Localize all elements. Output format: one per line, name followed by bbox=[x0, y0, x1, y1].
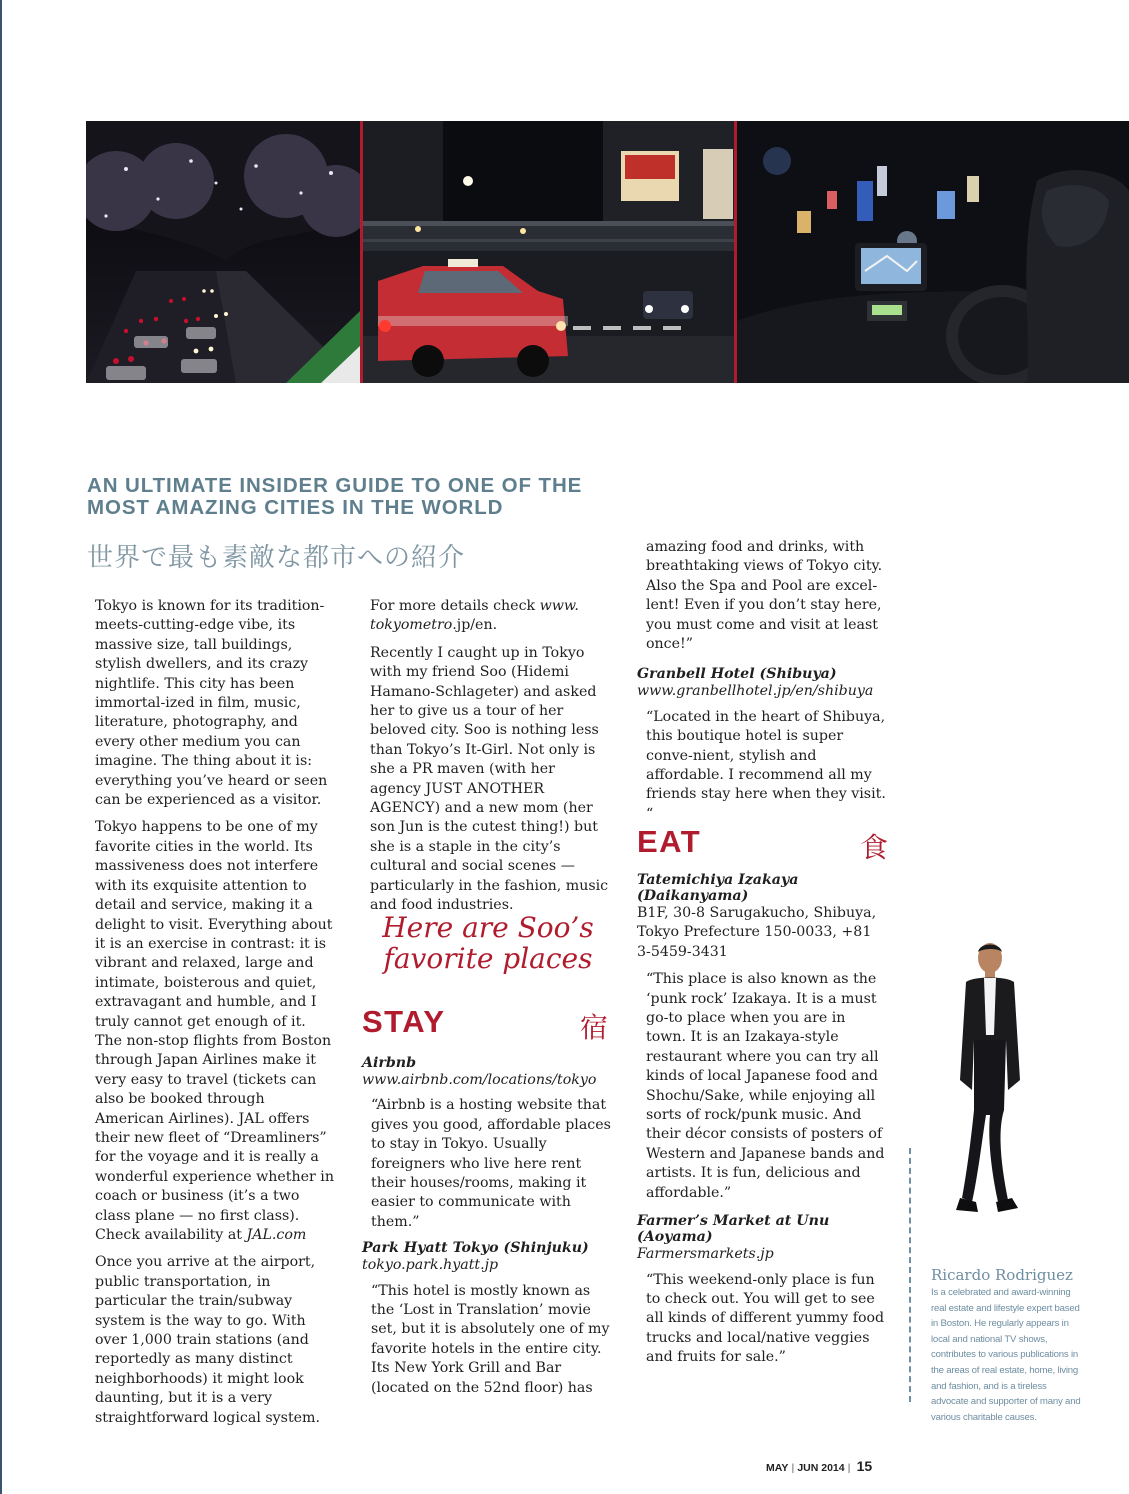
photo-taxi-street bbox=[363, 121, 734, 383]
photo-taxi-interior bbox=[737, 121, 1129, 383]
entry-address: B1F, 30-8 Sarugakucho, Shibuya, Tokyo Prefecture 150-0033, +81 3-5459-3431 bbox=[637, 905, 877, 960]
entry-url[interactable]: www.granbellhotel.jp/en/shibuya bbox=[637, 683, 874, 700]
tokyometro-link[interactable]: www. tokyometro bbox=[370, 598, 579, 634]
entry-quote: “Located in the heart of Shibuya, this boutique hotel is super conve-nient, stylish and affordable. I recommend all my friends stay here when they visit. “ bbox=[646, 708, 886, 822]
headline-line-1: AN ULTIMATE INSIDER GUIDE TO ONE OF THE bbox=[87, 474, 583, 497]
feature-pull-quote: Here are Soo’s favorite places bbox=[382, 911, 594, 975]
eat-kanji: 食 bbox=[860, 831, 889, 864]
entry-name: Tatemichiya Izakaya (Daikanyama) bbox=[637, 872, 799, 904]
eat-heading: EAT bbox=[637, 824, 702, 859]
entry-name: Airbnb bbox=[362, 1055, 417, 1071]
issue-month-year: JUN 2014 bbox=[797, 1462, 845, 1474]
entry-name: Granbell Hotel (Shibuya) bbox=[637, 666, 837, 683]
photo-avenue bbox=[86, 121, 360, 383]
stay-entries bbox=[362, 1055, 612, 1406]
entry-quote: “This weekend-only place is fun to check out. You will get to see all kinds of different yummy food trucks and local/native veggies and fruits for sale.” bbox=[646, 1271, 885, 1366]
stay-heading: STAY bbox=[362, 1004, 446, 1039]
stay-kanji: 宿 bbox=[580, 1011, 609, 1044]
entry-quote-continued: amazing food and drinks, with breathtaking views of Tokyo city. Also the Spa and Pool are excel-lent! Even if you don’t stay here, you must come and visit at least once!” bbox=[646, 539, 883, 653]
body-paragraph: Tokyo is known for its tradition-meets-cutting-edge vibe, its massive size, tall buildings, stylish dwellers, and its crazy nightlife. This city has been immortal-ized in film, music, literature, photography, and every other medium you can imagine. The thing about it is: everything you’ve heard or seen can be experienced as a visitor. bbox=[95, 598, 328, 809]
entry-name: Park Hyatt Tokyo (Shinjuku) bbox=[362, 1240, 589, 1257]
page-folio: MAY | JUN 2014 | 15 bbox=[766, 1458, 873, 1474]
body-paragraph: Tokyo happens to be one of my favorite cities in the world. Its massiveness does not interfere with its exquisite attention to detail and service, making it a delight to visit. Everything about it is an exercise in contrast: it is vibrant and relaxed, large and intimate, boisterous and quiet, extravagant and humble, and I truly cannot get enough of it. The non-stop flights from Boston through Japan Airlines make it very easy to travel (tickets can also be booked through American Airlines). JAL offers their new fleet of “Dreamliners” for the voyage and it is really a wonderful experience whether in coach or business (it’s a two class plane — no first class). Check availability at JAL.com bbox=[95, 819, 334, 1243]
body-paragraph: Recently I caught up in Tokyo with my friend Soo (Hidemi Hamano-Schlageter) and asked her to give us a tour of her beloved city. Soo is nothing less than Tokyo’s It-Girl. Not only is she a PR maven (with her agency JUST ANOTHER AGENCY) and a new mom (her son Jun is the cutest thing!) but she is a staple in the city’s cultural and social scenes — particularly in the fashion, music and food industries. bbox=[370, 644, 609, 914]
entry-name: Farmer’s Market at Unu (Aoyama) bbox=[637, 1213, 830, 1246]
issue-month: MAY bbox=[766, 1462, 789, 1474]
entry-quote: “Airbnb is a hosting website that gives you good, affordable places to stay in Tokyo. Usually foreigners who live here rent their houses/rooms, making it easier to communicate with them.” bbox=[371, 1097, 611, 1230]
body-column-2 bbox=[370, 597, 610, 924]
page-spine-edge bbox=[0, 0, 2, 1494]
author-portrait bbox=[938, 940, 1038, 1250]
entry-url[interactable]: Farmersmarkets.jp bbox=[637, 1246, 774, 1263]
entry-url[interactable]: tokyo.park.hyatt.jp bbox=[362, 1257, 499, 1274]
body-column-3 bbox=[637, 538, 889, 832]
page-number: 15 bbox=[856, 1458, 873, 1474]
entry-url[interactable]: www.airbnb.com/locations/tokyo bbox=[362, 1072, 597, 1088]
body-paragraph: For more details check www. tokyometro.jp/en. bbox=[370, 598, 579, 634]
bio-dashed-rule bbox=[909, 1148, 911, 1402]
eat-entries bbox=[637, 872, 889, 1376]
author-name: Ricardo Rodriguez bbox=[931, 1266, 1073, 1284]
photo-strip bbox=[86, 121, 1129, 383]
entry-quote: “This hotel is mostly known as the ‘Lost in Translation’ movie set, but it is absolutely one of my favorite hotels in the entire city. Its New York Grill and Bar (located on the 52nd floor) has bbox=[371, 1282, 610, 1396]
author-bio: Is a celebrated and award-winning real estate and lifestyle expert based in Boston. He regularly appears in local and national TV shows, contributes to various publications in the areas of real estate, home, living and fashion, and is a tireless advocate and supporter of many and various charitable causes. bbox=[931, 1287, 1081, 1423]
body-paragraph: Once you arrive at the airport, public transportation, in particular the train/subway system is the way to go. With over 1,000 train stations (and reportedly as many distinct neighborhoods) it might look daunting, but it is a very straightforward logical system. bbox=[95, 1254, 321, 1426]
article-headline bbox=[87, 475, 687, 519]
body-column-1 bbox=[95, 597, 337, 1436]
jal-link[interactable]: JAL.com bbox=[246, 1227, 307, 1243]
entry-quote: “This place is also known as the ‘punk rock’ Izakaya. It is a must go-to place when you are in town. It is an Izakaya-style restaurant where you can try all kinds of local Japanese food and Shochu/Sake, while enjoying all sorts of rock/punk music. And their décor consists of posters of Western and Japanese bands and artists. It is fun, delicious and affordable.” bbox=[646, 971, 885, 1201]
headline-line-2: MOST AMAZING CITIES IN THE WORLD bbox=[87, 496, 504, 519]
japanese-subtitle: 世界で最も素敵な都市への紹介 bbox=[87, 543, 466, 573]
